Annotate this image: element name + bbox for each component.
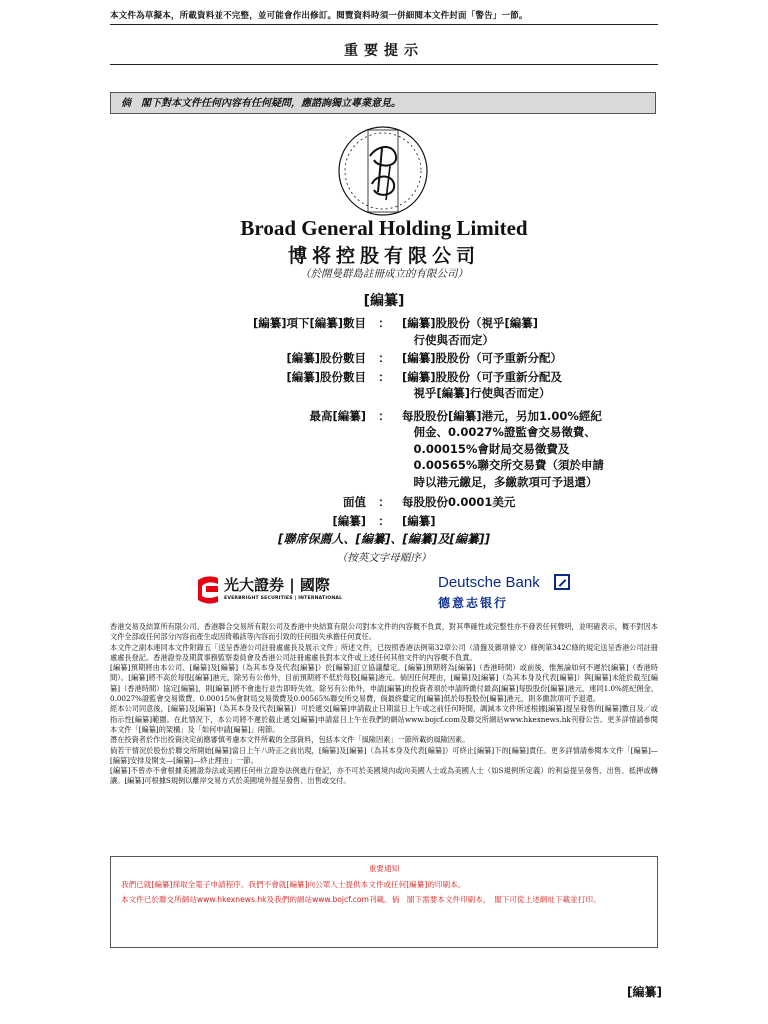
important-notice-line: 本文件已於聯交所網站www.hkexnews.hk及我們的網站www.bojcf.com刊載。倘 閣下需要本文件印刷本， 閣下可從上述網址下載並打印。	[121, 895, 601, 904]
offer-colon: ：	[378, 316, 390, 330]
top-rule	[110, 24, 658, 25]
offer-row	[150, 369, 660, 402]
offer-value: [編纂]股股份（可予重新分配）	[402, 351, 563, 365]
body-paragraph: [編纂]預期將由本公司、[編纂]及[編纂]（為其本身及代表[編纂]）於[編纂]訂立協議釐定。[編纂]預期將為[編纂]（香港時間）或前後，惟無論如何不遲於[編纂]（香港時間）。[編纂]將不高於每股[編纂]港元，除另有公佈外，目前預期將不低於每股[編纂]港元。倘因任何理由，[編纂]及[編纂]（為其本身及代表[編纂]）與[編纂]未能於截至[編纂]（香港時間）協定[編纂]，則[編纂]將不會進行並告即時失效。除另有公佈外，申請[編纂]的投資者須於申請時繳付最高[編纂]每股股份[編纂]港元，連同1.0%經紀佣金、0.0027%證監會交易徵費、0.00015%會財局交易徵費及0.00565%聯交所交易費，倘最終釐定的[編纂]低於每股股份[編纂]港元，則多繳款項可予退還。	[110, 663, 658, 704]
joint-sponsors-line: [聯席保薦人、[編纂]、[編纂]及[編纂]]	[278, 532, 490, 546]
body-paragraph: 本文件之副本連同本文件附錄五「送呈香港公司註冊處處長及展示文件」所述文件，已按照香港法例第32章公司（清盤及雜項條文）條例第342C條的規定送呈香港公司註冊處處長登記。香港證券及期貨事務監察委員會及香港公司註冊處處長對本文件或上述任何其他文件的內容概不負責。	[110, 642, 658, 662]
important-notice-title: 重要通知	[368, 864, 400, 873]
everbright-subtitle: EVERBRIGHT SECURITIES | INTERNATIONAL	[224, 596, 343, 601]
body-paragraph: 香港交易及結算所有限公司、香港聯合交易所有限公司及香港中央結算有限公司對本文件的內容概不負責，對其準確性或完整性亦不發表任何聲明，並明確表示，概不對因本文件全部或任何部分內容而產生或因倚賴該等內容而引致的任何損失承擔任何責任。	[110, 622, 658, 642]
company-logo-icon	[338, 126, 428, 216]
deutsche-bank-slash-icon	[554, 574, 570, 590]
offer-row	[150, 350, 660, 367]
offer-row	[150, 315, 660, 348]
offer-colon: ：	[378, 513, 390, 528]
offer-row	[150, 494, 660, 511]
offer-value: [編纂]	[402, 513, 436, 528]
disclaimer-body	[110, 622, 658, 787]
offering-heading: [編纂]	[363, 293, 405, 309]
offer-label: [編纂]	[332, 513, 366, 528]
everbright-name: 光大證券 | 國際	[224, 576, 330, 594]
important-notice-line: 我們已就[編纂]採取全電子申請程序。我們不會就[編纂]向公眾人士提供本文件或任何[編纂]的印刷本。	[121, 879, 466, 889]
advice-notice-text: 倘 閣下對本文件任何內容有任何疑問，應諮詢獨立專業意見。	[121, 98, 401, 109]
incorporation-note: （於開曼群島註冊成立的有限公司）	[300, 268, 468, 280]
offer-label: 最高[編纂]	[309, 408, 366, 423]
body-paragraph: [編纂]不曾亦不會根據美國證券法或美國任何州立證券法例進行登記，亦不可於美國境內或向美國人士或為美國人士（如S規例所定義）的利益提呈發售、出售、抵押或轉讓。[編纂]可根據S規例以離岸交易方式於美國境外提呈發售、出售或交付。	[110, 766, 658, 786]
body-paragraph: 潛在投資者於作出投資決定前應審慎考慮本文件所載的全部資料，包括本文件「風險因素」一節所載的風險因素。	[110, 735, 470, 745]
company-name-chinese: 博将控股有限公司	[287, 245, 480, 267]
offer-label: [編纂]項下[編纂]數目	[252, 316, 366, 330]
page-title: 重要提示	[344, 43, 424, 59]
offer-value: [編纂]股股份（可予重新分配及 視乎[編纂]行使與否而定）	[402, 369, 563, 400]
everbright-mark-icon	[198, 574, 218, 604]
title-rule	[110, 64, 658, 65]
body-paragraph: 經本公司同意後，[編纂]及[編纂]（為其本身及代表[編纂]）可於遞交[編纂]申請截止日期當日上午或之前任何時間，調減本文件所述根據[編纂]提呈發售的[編纂]數目及／或指示性[編纂]範圍。在此情況下，本公司將不遲於截止遞交[編纂]申請當日上午在我們的網站www.bojcf.com及聯交所網站www.hkexnews.hk刊發公告。更多詳情請參閱本文件「[編纂]的架構」及「如何申請[編纂]」兩節。	[110, 704, 658, 734]
offer-colon: ：	[378, 495, 390, 509]
page-footer: [編纂]	[627, 985, 662, 999]
deutsche-bank-name: Deutsche Bank	[438, 574, 540, 591]
everbright-logo	[198, 574, 378, 608]
offer-row	[150, 408, 660, 491]
offer-colon: ：	[378, 351, 390, 365]
deutsche-bank-logo	[438, 574, 578, 614]
offer-row	[150, 513, 660, 530]
important-notice-box	[110, 856, 658, 948]
alphabetical-order-note: （按英文字母順序）	[336, 552, 432, 564]
draft-warning-header: 本文件為草擬本，所載資料並不完整，並可能會作出修訂。閱覽資料時須一併細閱本文件封面「警告」一節。	[110, 11, 528, 21]
offer-label: [編纂]股份數目	[286, 351, 366, 365]
company-name-english: Broad General Holding Limited	[240, 216, 528, 240]
offer-label: 面值	[343, 495, 366, 509]
deutsche-bank-chinese-name: 德意志银行	[438, 596, 509, 610]
offer-label: [編纂]股份數目	[286, 369, 366, 384]
offer-value: [編纂]股股份（視乎[編纂] 行使與否而定）	[402, 316, 539, 347]
offer-value: 每股股份0.0001美元	[402, 495, 516, 509]
offer-colon: ：	[378, 369, 390, 384]
advice-notice-box	[110, 92, 656, 114]
offer-colon: ：	[378, 408, 390, 423]
offer-value: 每股股份[編纂]港元，另加1.00%經紀 佣金、0.0027%證監會交易徵費、 0.00015%會財局交易徵費及 0.00565%聯交所交易費（須於申請 時以港元繳足，多繳款項可予退還）	[402, 408, 604, 489]
offering-terms-table	[150, 315, 660, 529]
body-paragraph: 倘若干情況於股份於聯交所開始[編纂]當日上午八時正之前出現，[編纂]及[編纂]（為其本身及代表[編纂]）可終止[編纂]下的[編纂]責任。更多詳情請參閱本文件「[編纂]—[編纂]安排及開支—[編纂]—終止理由」一節。	[110, 745, 658, 765]
